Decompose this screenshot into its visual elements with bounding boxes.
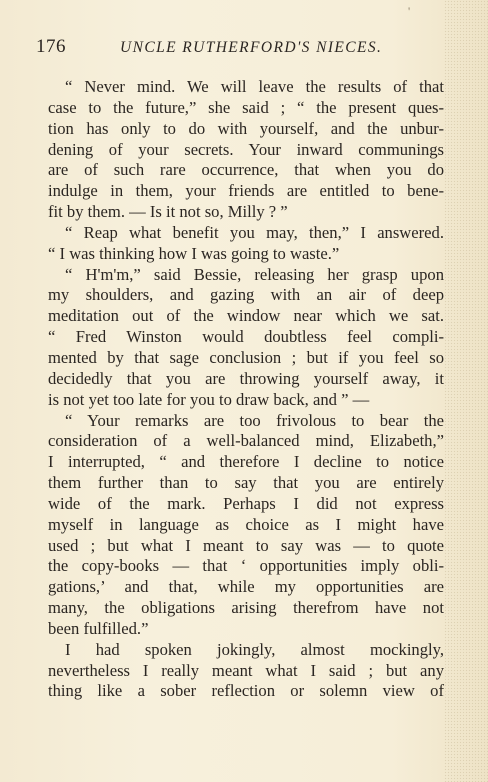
page-edge-texture bbox=[444, 0, 488, 782]
text-line: “ Fred Winston would doubtless feel compli- bbox=[48, 327, 444, 347]
text-line: dening of your secrets. Your inward communings bbox=[48, 139, 444, 159]
text-line: “ Reap what benefit you may, then,” I answered. bbox=[65, 222, 444, 242]
corner-mark: ' bbox=[408, 4, 411, 18]
text-line: indulge in them, your friends are entitled to bene- bbox=[48, 181, 444, 201]
text-line: tion has only to do with yourself, and the unbur- bbox=[48, 118, 444, 138]
text-line: used ; but what I meant to say was — to quote bbox=[48, 535, 444, 555]
text-line: fit by them. — Is it not so, Milly ? ” bbox=[48, 202, 288, 222]
running-head bbox=[36, 36, 446, 58]
text-line: are of such rare occurrence, that when you do bbox=[48, 160, 444, 180]
text-line: “ Never mind. We will leave the results of that bbox=[65, 77, 444, 96]
text-line: “ Your remarks are too frivolous to bear the bbox=[65, 410, 444, 430]
text-line: I interrupted, “ and therefore I decline to notice bbox=[48, 452, 444, 472]
text-line: gations,’ and that, while my opportunities are bbox=[48, 577, 444, 597]
text-line: consideration of a well-balanced mind, Elizabeth,” bbox=[48, 431, 444, 451]
text-line: is not yet too late for you to draw back, and ” — bbox=[48, 389, 370, 409]
text-line: “ I was thinking how I was going to waste.” bbox=[48, 243, 340, 263]
text-line: meditation out of the window near which we sat. bbox=[48, 306, 444, 326]
text-line: myself in language as choice as I might have bbox=[48, 514, 444, 534]
text-line: case to the future,” she said ; “ the present ques- bbox=[48, 97, 444, 117]
body-text bbox=[48, 77, 444, 702]
running-title: UNCLE RUTHERFORD'S NIECES. bbox=[120, 39, 383, 56]
text-line: many, the obligations arising therefrom have not bbox=[48, 598, 444, 618]
text-line: my shoulders, and gazing with an air of deep bbox=[48, 285, 444, 305]
text-line: thing like a sober reflection or solemn view of bbox=[48, 681, 444, 701]
text-line: wide of the mark. Perhaps I did not express bbox=[48, 493, 444, 513]
text-line: “ H'm'm,” said Bessie, releasing her grasp upon bbox=[65, 264, 444, 284]
text-line: mented by that sage conclusion ; but if you feel so bbox=[48, 347, 444, 367]
text-line: them further than to say that you are entirely bbox=[48, 473, 444, 493]
text-line: been fulfilled.” bbox=[48, 618, 149, 638]
page-number: 176 bbox=[36, 36, 66, 57]
text-line: nevertheless I really meant what I said ; but any bbox=[48, 660, 444, 680]
text-line: I had spoken jokingly, almost mockingly, bbox=[65, 639, 444, 659]
text-line: decidedly that you are throwing yourself away, it bbox=[48, 368, 444, 388]
text-line: the copy-books — that ‘ opportunities imply obli- bbox=[48, 556, 444, 576]
